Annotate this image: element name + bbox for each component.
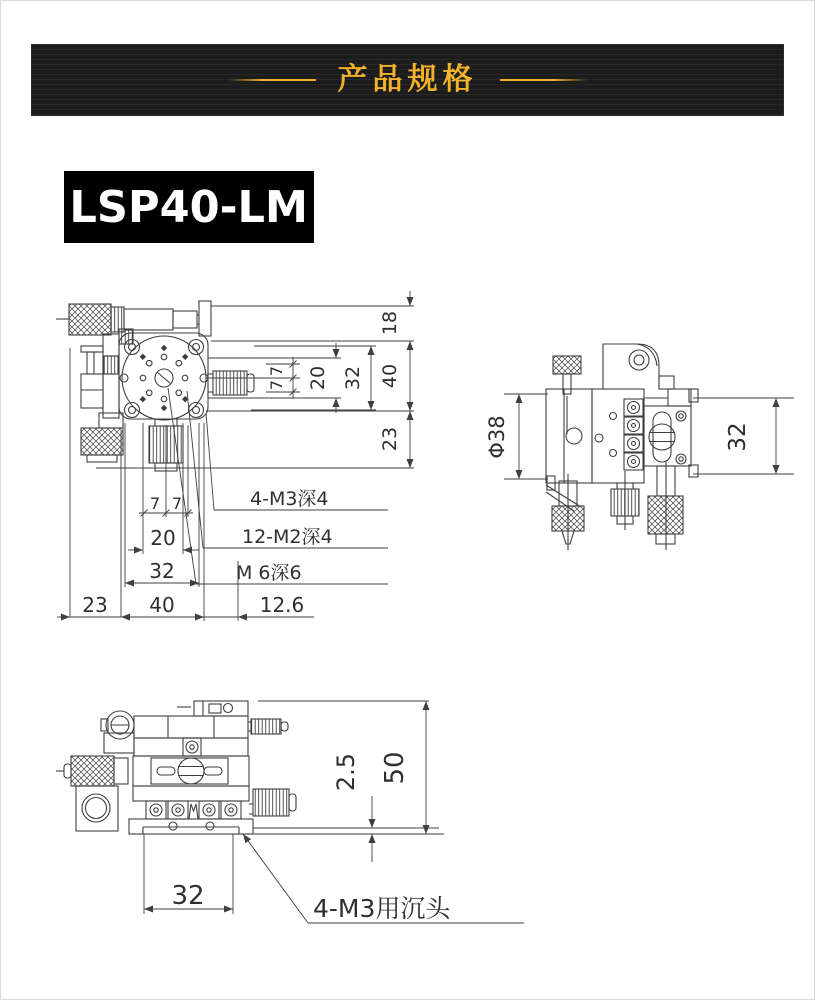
dim-40-right: 40 (379, 363, 401, 389)
dim-7b-right: 7 (267, 379, 286, 391)
dim-32-right: 32 (342, 365, 364, 391)
model-badge (64, 171, 314, 243)
callout-4-m3-counterbore: 4-M3用沉头 (313, 894, 451, 923)
screw-row (146, 801, 241, 819)
banner-title: 产品规格 (337, 62, 478, 97)
screw-column (624, 399, 643, 470)
dim-7a-bottom: 7 (149, 494, 161, 513)
dim-12-6: 12.6 (259, 593, 305, 617)
front-view-dimension-texts (171, 751, 451, 923)
dim-23-bottom: 23 (82, 593, 108, 617)
dim-23-right: 23 (379, 426, 401, 452)
callout-12-m2: 12-M2深4 (242, 526, 333, 548)
callout-m6: M 6深6 (236, 562, 302, 584)
dim-40-bottom: 40 (149, 593, 175, 617)
dim-7b-bottom: 7 (171, 494, 183, 513)
banner-accent-line-right (500, 79, 588, 81)
dim-32-bottom: 32 (149, 559, 175, 583)
dim-20-right: 20 (307, 365, 329, 391)
dim-50: 50 (380, 751, 410, 785)
dim-dia38: Φ38 (485, 415, 509, 459)
spec-banner (31, 44, 784, 116)
stage-side-view-part (546, 344, 698, 550)
side-view-drawing (487, 299, 807, 589)
dim-18: 18 (379, 310, 401, 336)
stage-top-view-part (56, 301, 254, 471)
dim-32-side: 32 (725, 422, 751, 452)
dim-2-5: 2.5 (332, 752, 360, 792)
model-name: LSP40-LM (69, 181, 309, 233)
callout-4-m3: 4-M3深4 (250, 488, 329, 510)
stage-front-view-part (56, 701, 296, 834)
top-view-dimension-texts (82, 311, 401, 617)
dim-20-bottom: 20 (150, 526, 176, 550)
side-view-dimension-texts (485, 415, 751, 458)
top-view-drawing (54, 273, 464, 623)
banner-accent-line-left (228, 79, 316, 81)
front-view-drawing (51, 676, 571, 946)
dim-32-front: 32 (171, 881, 205, 911)
dim-7a-right: 7 (267, 365, 286, 377)
